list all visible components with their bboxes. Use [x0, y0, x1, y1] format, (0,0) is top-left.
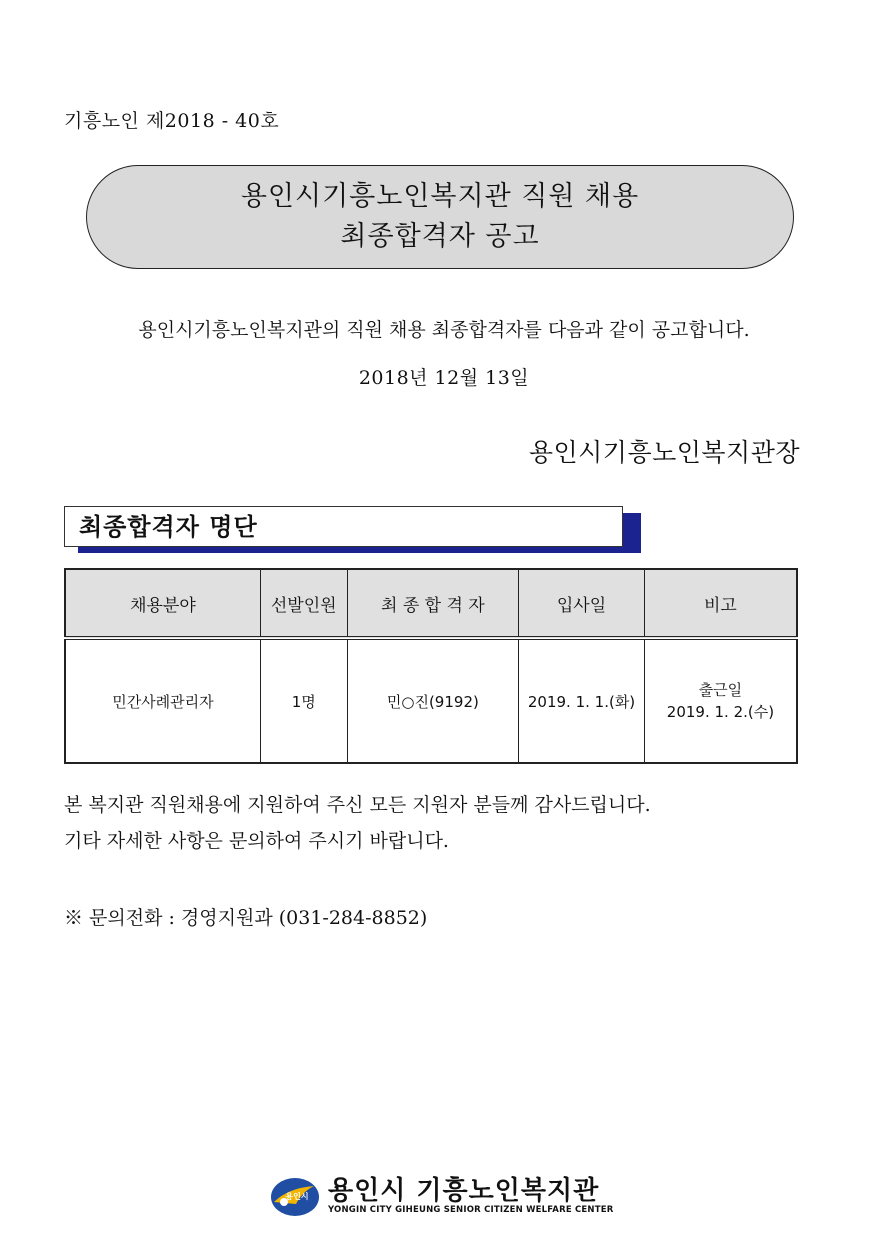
note-date: 2019. 1. 2.(수): [666, 703, 775, 721]
closing-text: [64, 787, 651, 859]
svg-text:용인시: 용인시: [285, 1192, 309, 1201]
note-label: 출근일: [698, 681, 743, 699]
closing-line-1: 본 복지관 직원채용에 지원하여 주신 모든 지원자 분들께 감사드립니다.: [64, 794, 651, 816]
cell-field: 민간사례관리자: [65, 638, 260, 763]
footer-logo: [268, 1170, 614, 1220]
welfare-center-logo-icon: [268, 1172, 322, 1220]
cell-note: [644, 638, 797, 763]
table-header-row: [65, 569, 797, 638]
cell-count: 1명: [260, 638, 347, 763]
title-line-2: 최종합격자 공고: [340, 221, 540, 252]
header-start-date: 입사일: [519, 569, 645, 638]
header-field: 채용분야: [65, 569, 260, 638]
header-note: 비고: [644, 569, 797, 638]
footer-name-korean: 용인시 기흥노인복지관: [328, 1176, 600, 1206]
contact-info: ※ 문의전화 : 경영지원과 (031-284-8852): [64, 907, 428, 929]
closing-line-2: 기타 자세한 사항은 문의하여 주시기 바랍니다.: [64, 830, 449, 852]
section-title: 최종합격자 명단: [64, 506, 623, 547]
result-table: [64, 568, 798, 764]
footer-name-english: YONGIN CITY GIHEUNG SENIOR CITIZEN WELFARE CENTER: [328, 1205, 614, 1215]
announcement-date: 2018년 12월 13일: [358, 367, 530, 389]
title-banner: [86, 165, 794, 269]
cell-start-date: 2019. 1. 1.(화): [519, 638, 645, 763]
title-line-1: 용인시기흥노인복지관 직원 채용: [240, 181, 640, 212]
header-count: 선발인원: [260, 569, 347, 638]
intro-text: 용인시기흥노인복지관의 직원 채용 최종합격자를 다음과 같이 공고합니다.: [138, 319, 750, 341]
document-number: 기흥노인 제2018 - 40호: [64, 110, 280, 132]
signature: 용인시기흥노인복지관장: [528, 438, 800, 467]
header-name: 최 종 합 격 자: [347, 569, 519, 638]
cell-name: 민○진(9192): [347, 638, 519, 763]
table-row: [65, 638, 797, 763]
